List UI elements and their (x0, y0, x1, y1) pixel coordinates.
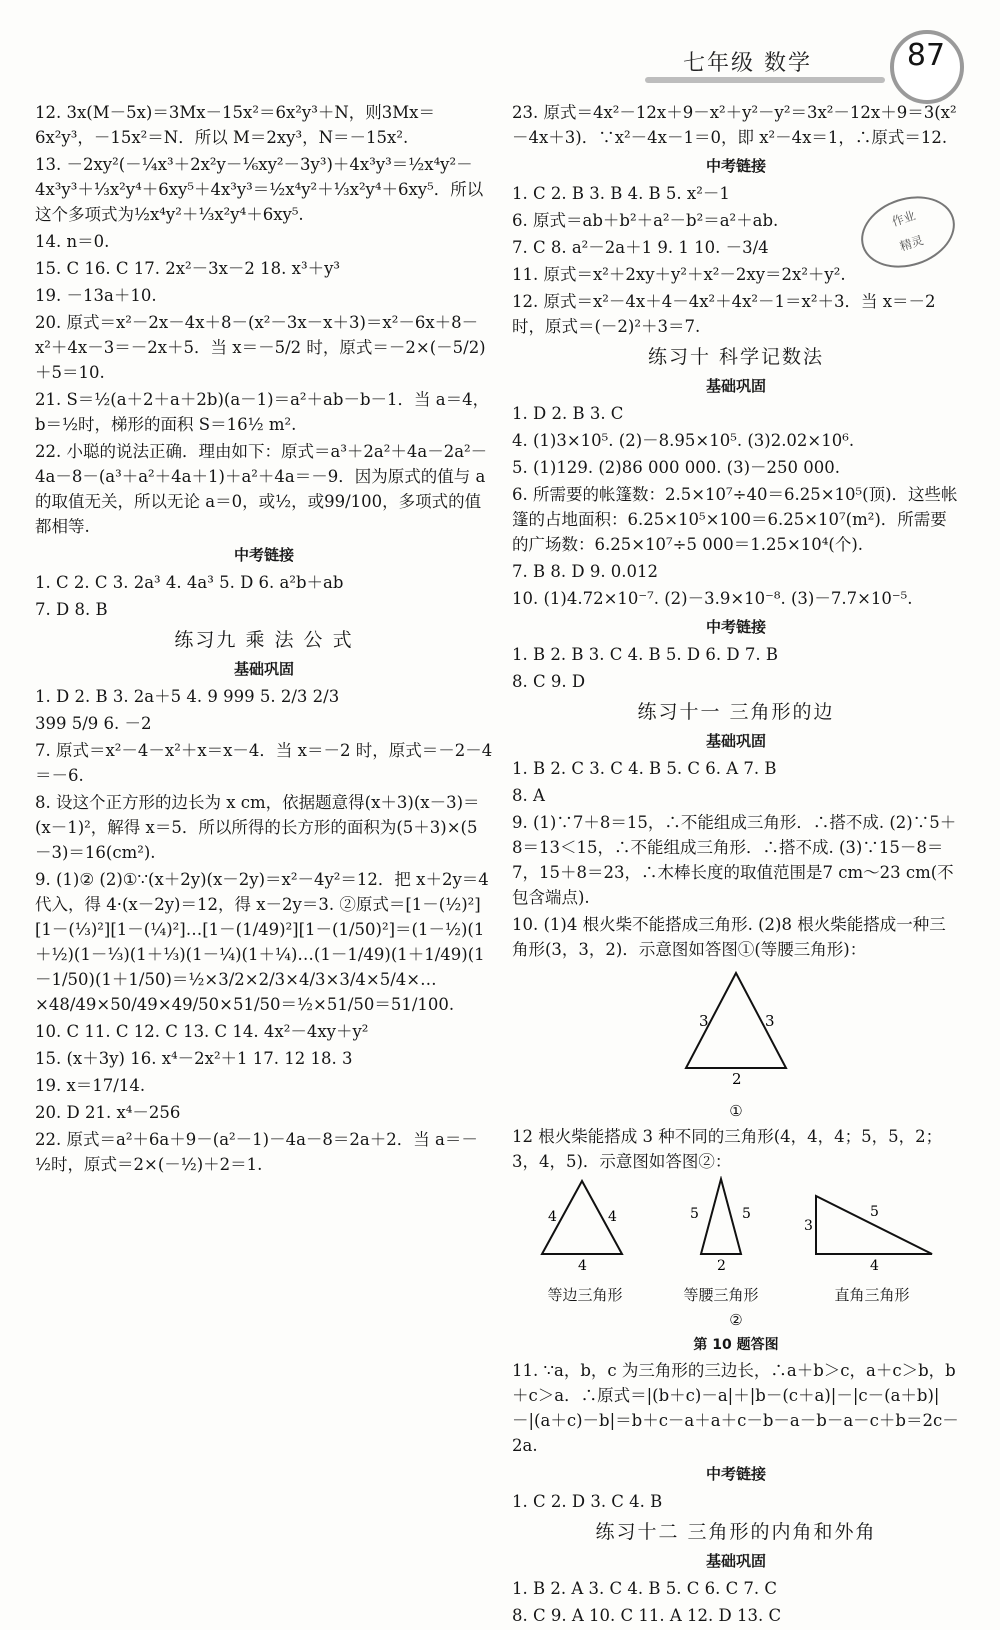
side-label: 3 (804, 1218, 813, 1234)
answer-item: 1. D 2. B 3. 2a＋5 4. 9 999 5. 2/3 2/3 (35, 687, 340, 706)
triangle-name: 等腰三角形 (683, 1286, 759, 1304)
answer-item: 10. (1)4.72×10⁻⁷. (2)－3.9×10⁻⁸. (3)－7.7×10⁻⁵. (512, 589, 913, 608)
basic-heading: 基础巩固 (705, 377, 766, 395)
answer-item: 8. C 9. A 10. C 11. A 12. D 13. C (512, 1606, 782, 1625)
figure-1-isosceles-triangle (661, 968, 811, 1093)
answer-item: 5. (1)129. (2)86 000 000. (3)－250 000. (512, 458, 841, 477)
figure-label: ② (729, 1311, 743, 1329)
answer-item: 10. (1)4 根火柴不能搭成三角形. (2)8 根火柴能搭成一种三角形(3，3，2)．示意图如答图①(等腰三角形)： (512, 915, 946, 959)
section-title: 练习九 乘 法 公 式 (174, 629, 354, 651)
zhongkao-heading: 中考链接 (233, 546, 294, 564)
header-rule (645, 77, 885, 83)
answer-item: 19. －13a＋10. (35, 286, 157, 305)
grade-subject-label: 七年级 数学 (683, 51, 812, 76)
answer-item: 7. 原式＝x²－4－x²＋x＝x－4．当 x＝－2 时，原式＝－2－4＝－6. (35, 741, 493, 785)
zhongkao-heading: 中考链接 (705, 1465, 766, 1483)
stamp-text-top: 作业 (890, 208, 918, 230)
figure-label: ① (729, 1102, 743, 1120)
side-label: 3 (765, 1012, 775, 1030)
figure-title: 第 10 题答图 (693, 1337, 779, 1353)
triangle-name: 直角三角形 (834, 1286, 910, 1304)
side-label: 4 (548, 1209, 557, 1225)
side-label: 4 (608, 1209, 617, 1225)
answer-item: 7. D 8. B (35, 600, 108, 619)
answer-item: 10. C 11. C 12. C 13. C 14. 4x²－4xy＋y² (35, 1022, 369, 1041)
section-title: 练习十 科学记数法 (647, 346, 825, 368)
answer-item: 8. 设这个正方形的边长为 x cm，依据题意得(x＋3)(x－3)＝(x－1)²，解得 x＝5．所以所得的长方形的面积为(5＋3)×(5－3)＝16(cm²). (35, 793, 480, 862)
answer-item: 21. S＝½(a＋2＋a＋2b)(a－1)＝a²＋ab－b－1．当 a＝4，b＝½时，梯形的面积 S＝16½ m². (35, 390, 490, 434)
answer-item: 20. D 21. x⁴－256 (35, 1103, 181, 1122)
answer-item: 8. A (512, 786, 545, 805)
side-label: 2 (732, 1070, 742, 1088)
answer-item: 11. ∵a，b，c 为三角形的三边长，∴a＋b＞c，a＋c＞b，b＋c＞a．∴原式＝|(b＋c)－a|＋|b－(c＋a)|－|c－(a＋b)|－|(a＋c)－b|＝b＋c－a＋a＋c－b－a－b－a－c＋b＝2c－2a. (512, 1361, 959, 1455)
answer-item: 8. C 9. D (512, 672, 586, 691)
side-label: 5 (742, 1206, 751, 1222)
triangle-isosceles (676, 1176, 766, 1308)
answer-item: 1. D 2. B 3. C (512, 404, 624, 423)
answer-item: 7. C 8. a²－2a＋1 9. 1 10. －3/4 (512, 238, 769, 257)
answer-item: 22. 原式＝a²＋6a＋9－(a²－1)－4a－8＝2a＋2．当 a＝－½时，原式＝2×(－½)＋2＝1. (35, 1130, 478, 1174)
section-title: 练习十一 三角形的边 (637, 701, 835, 723)
side-label: 5 (870, 1204, 879, 1220)
answer-item: 6. 原式＝ab＋b²＋a²－b²＝a²＋ab. (512, 211, 779, 230)
answer-item: 19. x＝17/14. (35, 1076, 146, 1095)
answer-item: 7. B 8. D 9. 0.012 (512, 562, 659, 581)
answer-item: 4. (1)3×10⁵. (2)－8.95×10⁵. (3)2.02×10⁶. (512, 431, 855, 450)
answer-item: 1. C 2. D 3. C 4. B (512, 1492, 663, 1511)
answer-item: 15. (x＋3y) 16. x⁴－2x²＋1 17. 12 18. 3 (35, 1049, 353, 1068)
triangle-shape (530, 1176, 640, 1276)
answer-item: 9. (1)∵7＋8＝15，∴不能组成三角形．∴搭不成. (2)∵5＋8＝13＜15，∴不能组成三角形．∴搭不成. (3)∵15－8＝7，15＋8＝23，∴木棒长度的取值范围是7 cm～23 cm(不包含端点). (512, 813, 957, 907)
stamp-text-bottom: 精灵 (898, 233, 926, 254)
basic-heading: 基础巩固 (705, 1552, 766, 1570)
answer-item: 12 根火柴能搭成 3 种不同的三角形(4，4，4；5，5，2；3，4，5)．示意图如答图②： (512, 1127, 943, 1171)
answer-item: 11. 原式＝x²＋2xy＋y²＋x²－2xy＝2x²＋y². (512, 265, 846, 284)
answer-item: 1. C 2. C 3. 2a³ 4. 4a³ 5. D 6. a²b＋ab (35, 573, 344, 592)
answer-item: 23. 原式＝4x²－12x＋9－x²＋y²－y²＝3x²－12x＋9＝3(x²－4x＋3)．∵x²－4x－1＝0，即 x²－4x＝1，∴原式＝12. (512, 103, 957, 147)
triangle-name: 等边三角形 (547, 1286, 623, 1304)
triangle-shape (676, 1176, 766, 1276)
answer-item: 13. －2xy²(－¼x³＋2x²y－⅙xy²－3y³)＋4x³y³＝½x⁴y²－4x³y³＋⅓x²y⁴＋6xy⁵＋4x³y³＝½x⁴y²＋⅓x²y⁴＋6xy⁵．所以这个多项式为½x⁴y²＋⅓x²y⁴＋6xy⁵. (35, 155, 484, 224)
answer-item: 9. (1)② (2)①∵(x＋2y)(x－2y)＝x²－4y²＝12．把 x＋2y＝4 代入，得 4·(x－2y)＝12，得 x－2y＝3. ②原式＝[1－(½)²][1－(⅓)²][1－(¼)²]…[1－(1/49)²][1－(1/50)²]＝(1－½)(1＋½)(1－⅓)(1＋⅓)(1－¼)(1＋¼)…(1－1/49)(1＋1/49)(1－1/50)(1＋1/50)＝½×3/2×2/3×4/3×3/4×5/4×…×48/49×50/49×49/50×51/50＝½×51/50＝51/100. (35, 870, 489, 1014)
answer-item: 22. 小聪的说法正确．理由如下：原式＝a³＋2a²＋4a－2a²－4a－8－(a³＋a²＋4a＋1)＋a²＋4a＝－9．因为原式的值与 a 的取值无关，所以无论 a＝0，或½，或99/100，多项式的值都相等. (35, 442, 488, 536)
answer-item: 12. 原式＝x²－4x＋4－4x²＋4x²－1＝x²＋3．当 x＝－2 时，原式＝(－2)²＋3＝7. (512, 292, 936, 336)
page-header (0, 0, 1000, 110)
side-label: 2 (717, 1258, 726, 1274)
triangle-equilateral (530, 1176, 640, 1308)
page-number: 87 (906, 38, 946, 73)
right-column (512, 100, 960, 1630)
side-label: 4 (870, 1258, 879, 1274)
zhongkao-heading: 中考链接 (705, 157, 766, 175)
answer-item: 15. C 16. C 17. 2x²－3x－2 18. x³＋y³ (35, 259, 341, 278)
answer-item: 1. C 2. B 3. B 4. B 5. x²－1 (512, 184, 730, 203)
side-label: 5 (690, 1206, 699, 1222)
answer-item: 1. B 2. B 3. C 4. B 5. D 6. D 7. B (512, 645, 778, 664)
triangle-right (802, 1176, 942, 1308)
triangle-shape (802, 1176, 942, 1276)
side-label: 3 (699, 1012, 709, 1030)
section-title: 练习十二 三角形的内角和外角 (595, 1521, 877, 1543)
answer-item: 399 5/9 6. －2 (35, 714, 152, 733)
answer-item: 20. 原式＝x²－2x－4x＋8－(x²－3x－x＋3)＝x²－6x＋8－x²＋4x－3＝－2x＋5．当 x＝－5/2 时，原式＝－2×(－5/2)＋5＝10. (35, 313, 486, 382)
answer-item: 12. 3x(M－5x)＝3Mx－15x²＝6x²y³＋N，则3Mx＝6x²y³，－15x²＝N．所以 M＝2xy³，N＝－15x². (35, 103, 435, 147)
answer-item: 1. B 2. A 3. C 4. B 5. C 6. C 7. C (512, 1579, 778, 1598)
figure-2-triangles (512, 1176, 960, 1308)
answer-item: 1. B 2. C 3. C 4. B 5. C 6. A 7. B (512, 759, 777, 778)
basic-heading: 基础巩固 (233, 660, 294, 678)
left-column (35, 100, 493, 1179)
answer-item: 14. n＝0. (35, 232, 110, 251)
zhongkao-heading: 中考链接 (705, 618, 766, 636)
basic-heading: 基础巩固 (705, 732, 766, 750)
side-label: 4 (578, 1258, 587, 1274)
answer-item: 6. 所需要的帐篷数：2.5×10⁷÷40＝6.25×10⁵(顶)．这些帐篷的占地面积：6.25×10⁵×100＝6.25×10⁷(m²)．所需要的广场数：6.25×10⁷÷5 000＝1.25×10⁴(个). (512, 485, 958, 554)
